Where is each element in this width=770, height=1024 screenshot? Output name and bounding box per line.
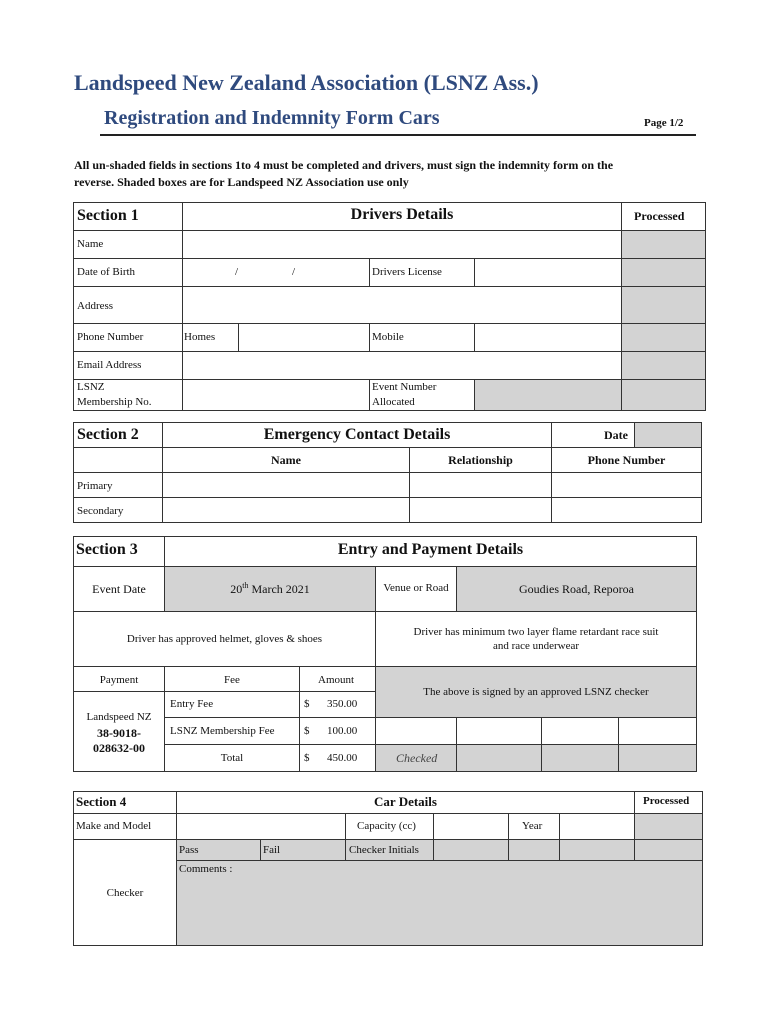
- section1-label: Section 1: [77, 207, 139, 224]
- checked-box-3: [541, 744, 619, 772]
- dob-label: Date of Birth: [77, 266, 136, 278]
- contact-header-relationship: Relationship: [448, 453, 513, 467]
- phone-label: Phone Number: [77, 331, 144, 343]
- processed-box-4: [621, 323, 706, 352]
- section2-label: Section 2: [77, 426, 139, 443]
- membership-input[interactable]: [182, 379, 370, 411]
- total-amount: 450.00: [327, 752, 358, 764]
- membership-fee-currency: $: [304, 725, 310, 737]
- section2-title: Emergency Contact Details: [263, 426, 451, 443]
- year-label: Year: [522, 820, 543, 832]
- license-input[interactable]: [474, 258, 622, 287]
- processed-box-5: [621, 351, 706, 380]
- membership-fee-label: LSNZ Membership Fee: [170, 725, 275, 737]
- dob-slash-2: /: [292, 266, 296, 278]
- event-date-month-year: March 2021: [248, 582, 310, 596]
- name-label: Name: [77, 238, 104, 250]
- contact-header-phone: Phone Number: [587, 453, 666, 467]
- contact-header-name: Name: [271, 453, 301, 467]
- home-phone-input[interactable]: [238, 323, 370, 352]
- event-date-label: Event Date: [92, 582, 146, 596]
- section4-grey-box-2: [508, 839, 560, 861]
- form-title: Landspeed New Zealand Association (LSNZ Ass.): [74, 70, 539, 95]
- name-input[interactable]: [182, 230, 622, 259]
- contact-header-blank: [73, 447, 163, 473]
- payment-header: Payment: [99, 674, 139, 686]
- secondary-label: Secondary: [77, 505, 124, 517]
- fee-header: Fee: [224, 674, 240, 686]
- section4-label: Section 4: [76, 794, 127, 809]
- checker-sign-box-2: [456, 717, 542, 745]
- comments-box: [176, 860, 703, 946]
- section4-processed-box-1: [634, 813, 703, 840]
- checked-label: Checked: [396, 751, 438, 765]
- secondary-relationship-input[interactable]: [409, 497, 552, 523]
- mobile-label: Mobile: [372, 331, 404, 343]
- processed-box-2: [621, 258, 706, 287]
- suit-cell: [375, 611, 697, 667]
- make-model-input[interactable]: [176, 813, 346, 840]
- checker-signed-text: The above is signed by an approved LSNZ checker: [423, 686, 649, 698]
- checker-label: Checker: [106, 887, 144, 899]
- processed-box-3: [621, 286, 706, 324]
- capacity-label: Capacity (cc): [357, 820, 416, 832]
- secondary-name-input[interactable]: [162, 497, 410, 523]
- event-number-label-1: Event Number: [372, 381, 437, 393]
- form-subtitle: Registration and Indemnity Form Cars: [104, 107, 440, 129]
- total-label: Total: [220, 752, 244, 764]
- section4-processed-box-2: [634, 839, 703, 861]
- section4-processed: Processed: [643, 795, 690, 807]
- event-date-value: [164, 581, 376, 597]
- helmet-text: Driver has approved helmet, gloves & shoes: [126, 633, 323, 645]
- venue-value: Goudies Road, Reporoa: [519, 582, 634, 596]
- comments-label: Comments :: [179, 863, 233, 875]
- suit-text-1: Driver has minimum two layer flame retardant race suit: [413, 626, 659, 638]
- primary-name-input[interactable]: [162, 472, 410, 498]
- section2-date-box: [634, 422, 702, 448]
- section2-date-label: Date: [604, 428, 628, 442]
- venue-label: Venue or Road: [383, 582, 449, 594]
- checker-sign-box-1: [375, 717, 457, 745]
- processed-box-6: [621, 379, 706, 411]
- dob-input[interactable]: [182, 258, 370, 287]
- membership-fee-amount: 100.00: [327, 725, 358, 737]
- primary-relationship-input[interactable]: [409, 472, 552, 498]
- section1-title: Drivers Details: [350, 206, 454, 223]
- primary-label: Primary: [77, 480, 113, 492]
- event-date-day: 20: [230, 582, 243, 596]
- checker-sign-box-4: [618, 717, 697, 745]
- section3-title: Entry and Payment Details: [337, 541, 524, 558]
- event-number-label-2: Allocated: [372, 396, 415, 408]
- instructions-line-2: reverse. Shaded boxes are for Landspeed NZ Association use only: [74, 175, 409, 189]
- suit-text-2: and race underwear: [492, 640, 580, 652]
- section3-label: Section 3: [76, 541, 138, 558]
- page-number: Page 1/2: [644, 117, 684, 129]
- processed-box-1: [621, 230, 706, 259]
- address-input[interactable]: [182, 286, 622, 324]
- make-model-label: Make and Model: [76, 820, 152, 832]
- dob-slash-1: /: [235, 266, 239, 278]
- checker-initials-box: [433, 839, 509, 861]
- amount-header: Amount: [318, 674, 355, 686]
- section4-title: Car Details: [374, 794, 437, 809]
- fail-label: Fail: [263, 844, 281, 856]
- event-date-suffix: th: [242, 581, 249, 590]
- mobile-input[interactable]: [474, 323, 622, 352]
- bank-name: Landspeed NZ: [86, 711, 152, 723]
- membership-label-2: Membership No.: [77, 396, 152, 408]
- email-input[interactable]: [182, 351, 622, 380]
- section1-processed: Processed: [634, 209, 685, 223]
- event-number-box: [474, 379, 622, 411]
- total-currency: $: [304, 752, 310, 764]
- year-input[interactable]: [559, 813, 635, 840]
- entry-fee-currency: $: [304, 698, 310, 710]
- section4-grey-box-3: [559, 839, 635, 861]
- instructions-line-1: All un-shaded fields in sections 1to 4 must be completed and drivers, must sign the indemnity form on the: [74, 158, 614, 172]
- checked-box-2: [456, 744, 542, 772]
- checker-initials-label: Checker Initials: [349, 844, 419, 856]
- primary-phone-input[interactable]: [551, 472, 702, 498]
- email-label: Email Address: [77, 359, 142, 371]
- bank-account-2: 028632-00: [93, 741, 145, 755]
- license-label: Drivers License: [372, 266, 442, 278]
- entry-fee-label: Entry Fee: [170, 698, 214, 710]
- address-label: Address: [77, 300, 114, 312]
- entry-fee-amount: 350.00: [327, 698, 358, 710]
- checked-box-4: [618, 744, 697, 772]
- bank-account-1: 38-9018-: [97, 726, 141, 740]
- homes-label: Homes: [184, 331, 216, 343]
- pass-label: Pass: [179, 844, 199, 856]
- header-rule: [100, 134, 696, 136]
- membership-label-1: LSNZ: [77, 381, 105, 393]
- secondary-phone-input[interactable]: [551, 497, 702, 523]
- capacity-input[interactable]: [433, 813, 509, 840]
- checker-sign-box-3: [541, 717, 619, 745]
